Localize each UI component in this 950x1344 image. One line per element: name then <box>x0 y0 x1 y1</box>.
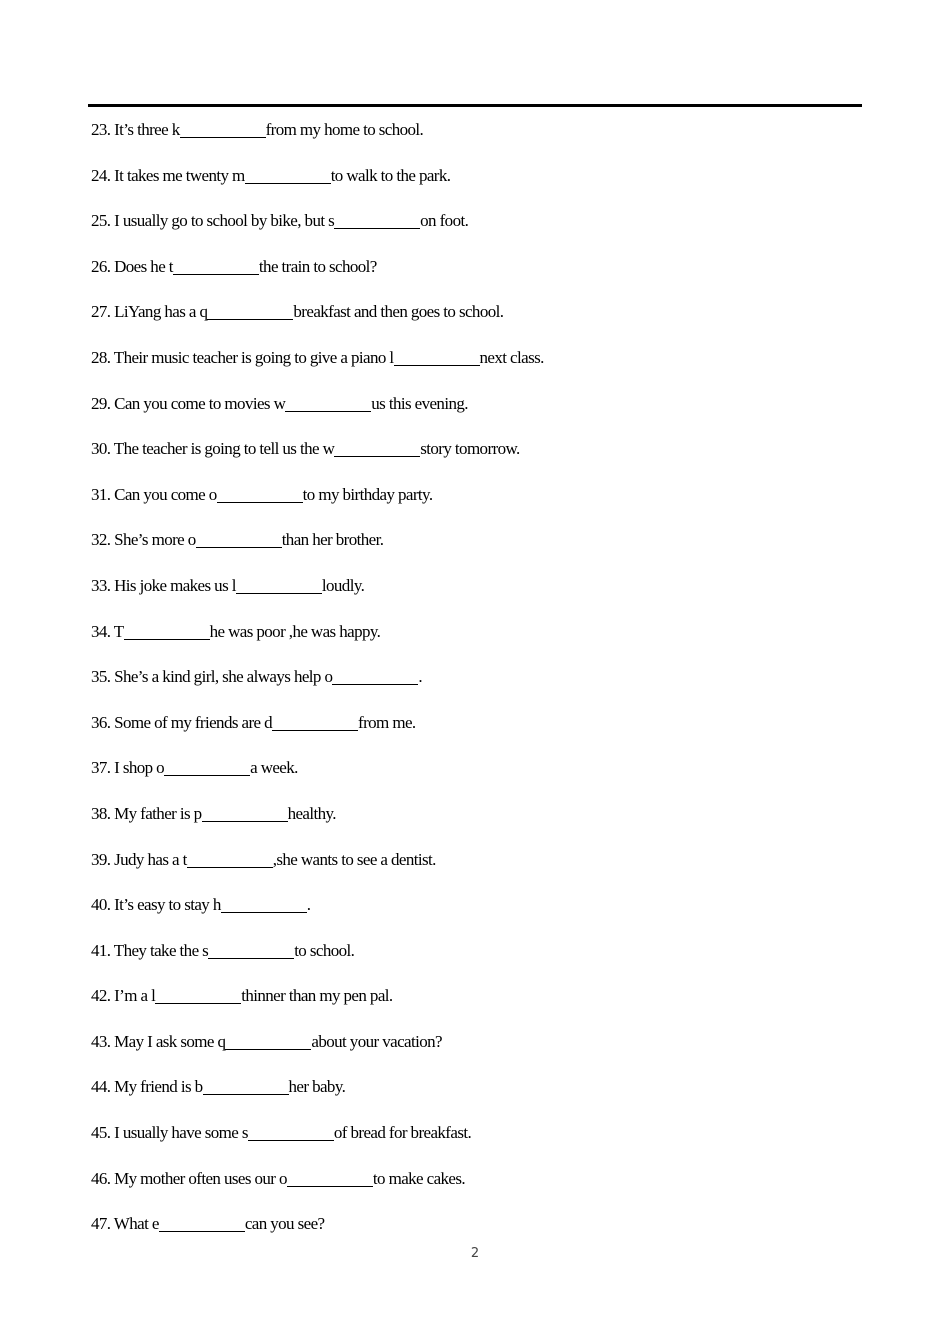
question-item <box>91 528 544 574</box>
question-number: 24. <box>91 165 111 185</box>
answer-blank[interactable] <box>202 806 288 822</box>
header-rule <box>88 104 862 107</box>
question-number: 32. <box>91 530 111 550</box>
question-item <box>91 665 544 711</box>
question-number: 27. <box>91 302 111 322</box>
question-text-before: My mother often uses our o <box>114 1168 287 1188</box>
question-text-before: My father is p <box>114 803 202 823</box>
answer-blank[interactable] <box>208 943 294 959</box>
answer-blank[interactable] <box>236 578 322 594</box>
question-item <box>91 209 544 255</box>
answer-blank[interactable] <box>203 1079 289 1095</box>
question-number: 34. <box>91 621 111 641</box>
question-item <box>91 164 544 210</box>
question-item <box>91 346 544 392</box>
question-text-before: I usually go to school by bike, but s <box>114 211 335 231</box>
answer-blank[interactable] <box>173 259 259 275</box>
question-item <box>91 848 544 894</box>
answer-blank[interactable] <box>207 304 293 320</box>
question-text-before: Can you come o <box>114 484 217 504</box>
question-item <box>91 483 544 529</box>
question-number: 26. <box>91 256 111 276</box>
answer-blank[interactable] <box>187 852 273 868</box>
question-text-after: . <box>418 667 423 687</box>
question-text-before: Judy has a t <box>114 849 187 869</box>
question-number: 23. <box>91 120 111 139</box>
question-text-after: on foot. <box>420 211 469 231</box>
question-number: 42. <box>91 986 111 1006</box>
answer-blank[interactable] <box>180 122 266 138</box>
answer-blank[interactable] <box>124 624 210 640</box>
answer-blank[interactable] <box>245 168 331 184</box>
question-number: 47. <box>91 1214 111 1234</box>
answer-blank[interactable] <box>287 1171 373 1187</box>
question-text-before: I shop o <box>114 758 165 778</box>
question-text-after: us this evening. <box>371 393 468 413</box>
question-text-before: It’s three k <box>114 120 180 139</box>
question-item <box>91 711 544 757</box>
question-item <box>91 255 544 301</box>
question-text-after: he was poor ,he was happy. <box>209 621 381 641</box>
question-list <box>91 118 544 1258</box>
question-item <box>91 300 544 346</box>
question-text-before: May I ask some q <box>114 1031 226 1051</box>
question-text-after: loudly. <box>321 575 365 595</box>
question-number: 46. <box>91 1168 111 1188</box>
question-number: 36. <box>91 712 111 732</box>
question-item <box>91 1167 544 1213</box>
question-text-after: to make cakes. <box>372 1168 466 1188</box>
question-number: 31. <box>91 484 111 504</box>
question-text-after: her baby. <box>288 1077 346 1097</box>
answer-blank[interactable] <box>394 350 480 366</box>
question-text-before: T <box>113 621 124 641</box>
answer-blank[interactable] <box>332 669 418 685</box>
question-text-before: Can you come to movies w <box>114 393 286 413</box>
question-number: 30. <box>91 439 111 459</box>
question-number: 45. <box>91 1123 111 1143</box>
question-text-before: It takes me twenty m <box>114 165 245 185</box>
question-text-after: to school. <box>294 940 355 960</box>
question-text-after: from me. <box>358 712 416 732</box>
question-number: 33. <box>91 575 111 595</box>
answer-blank[interactable] <box>272 715 358 731</box>
question-text-after: healthy. <box>287 803 336 823</box>
question-item <box>91 1075 544 1121</box>
answer-blank[interactable] <box>217 487 303 503</box>
question-number: 25. <box>91 211 111 231</box>
question-text-after: can you see? <box>244 1214 325 1234</box>
question-item <box>91 620 544 666</box>
question-item <box>91 574 544 620</box>
answer-blank[interactable] <box>164 760 250 776</box>
question-text-after: thinner than my pen pal. <box>241 986 393 1006</box>
question-number: 41. <box>91 940 111 960</box>
question-text-before: She’s a kind girl, she always help o <box>114 667 333 687</box>
question-text-after: ,she wants to see a dentist. <box>272 849 436 869</box>
question-text-before: It’s easy to stay h <box>114 895 221 915</box>
question-item <box>91 1030 544 1076</box>
answer-blank[interactable] <box>334 213 420 229</box>
question-number: 28. <box>91 347 111 367</box>
page-number: 2 <box>470 1246 480 1261</box>
question-text-before: The teacher is going to tell us the w <box>113 439 335 459</box>
question-text-after: than her brother. <box>281 530 384 550</box>
question-text-before: His joke makes us l <box>114 575 236 595</box>
question-item <box>91 756 544 802</box>
question-number: 39. <box>91 849 111 869</box>
answer-blank[interactable] <box>225 1034 311 1050</box>
answer-blank[interactable] <box>155 988 241 1004</box>
question-text-before: Some of my friends are d <box>114 712 273 732</box>
question-number: 44. <box>91 1077 111 1097</box>
question-number: 38. <box>91 803 111 823</box>
answer-blank[interactable] <box>196 532 282 548</box>
question-text-after: to walk to the park. <box>330 165 451 185</box>
question-text-before: I’m a l <box>114 986 156 1006</box>
question-item <box>91 939 544 985</box>
question-text-before: They take the s <box>113 940 209 960</box>
question-number: 29. <box>91 393 111 413</box>
question-number: 43. <box>91 1031 111 1051</box>
question-number: 37. <box>91 758 111 778</box>
answer-blank[interactable] <box>248 1125 334 1141</box>
question-text-before: My friend is b <box>114 1077 203 1097</box>
question-text-after: from my home to school. <box>265 120 424 139</box>
question-text-before: Their music teacher is going to give a piano l <box>113 347 394 367</box>
question-text-after: . <box>306 895 311 915</box>
question-text-after: of bread for breakfast. <box>333 1123 472 1143</box>
question-item <box>91 802 544 848</box>
question-text-after: to my birthday party. <box>302 484 433 504</box>
question-item <box>91 1121 544 1167</box>
question-item <box>91 893 544 939</box>
answer-blank[interactable] <box>221 897 307 913</box>
question-number: 40. <box>91 895 111 915</box>
question-item <box>91 437 544 483</box>
question-text-after: breakfast and then goes to school. <box>293 302 504 322</box>
question-item <box>91 392 544 438</box>
question-text-after: a week. <box>250 758 298 778</box>
answer-blank[interactable] <box>285 396 371 412</box>
question-text-before: Does he t <box>114 256 173 276</box>
question-text-before: LiYang has a q <box>114 302 208 322</box>
question-text-after: the train to school? <box>258 256 377 276</box>
question-item <box>91 984 544 1030</box>
question-text-after: about your vacation? <box>311 1031 442 1051</box>
question-number: 35. <box>91 667 111 687</box>
question-text-before: What e <box>113 1214 159 1234</box>
question-text-after: next class. <box>479 347 544 367</box>
question-text-before: I usually have some s <box>114 1123 248 1143</box>
answer-blank[interactable] <box>334 441 420 457</box>
question-text-before: She’s more o <box>114 530 196 550</box>
question-item <box>91 118 544 164</box>
answer-blank[interactable] <box>159 1216 245 1232</box>
question-text-after: story tomorrow. <box>420 439 520 459</box>
